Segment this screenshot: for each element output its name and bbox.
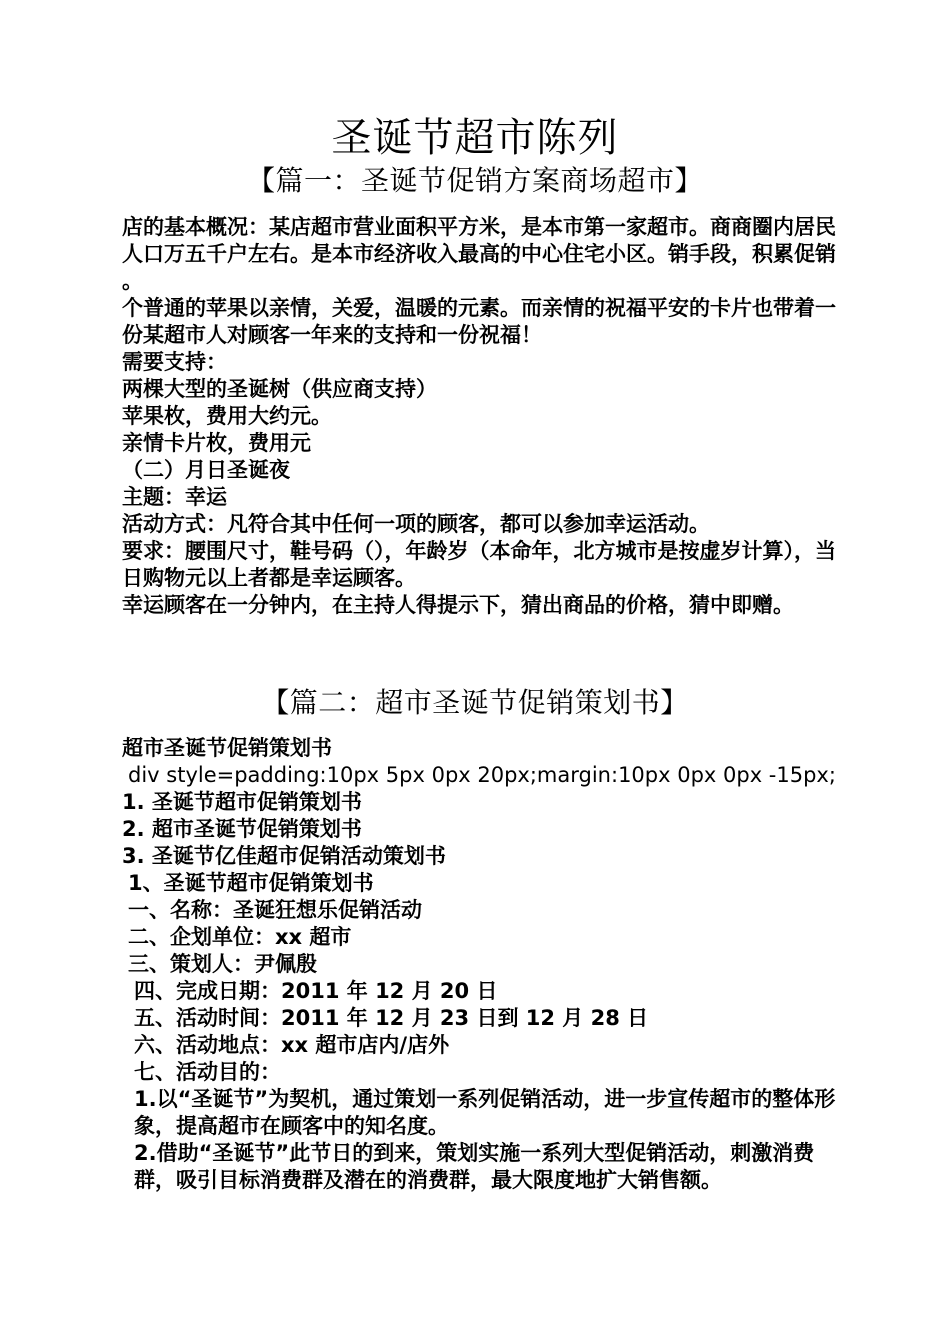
paragraph: 2.借助“圣诞节”此节日的到来，策划实施一系列大型促销活动，刺激消费群，吸引目标消费群及潜在的消费群，最大限度地扩大销售额。: [134, 1141, 815, 1192]
paragraph: 店的基本概况：某店超市营业面积平方米，是本市第一家超市。商商圈内居民人口万五千户左右。是本市经济收入最高的中心住宅小区。销手段，积累促销: [122, 215, 836, 266]
paragraph: 两棵大型的圣诞树（供应商支持）: [122, 377, 437, 401]
paragraph: 活动方式：凡符合其中任何一项的顾客，都可以参加幸运活动。: [122, 512, 710, 536]
paragraph: 超市圣诞节促销策划书: [122, 736, 332, 760]
paragraph: 七、活动目的：: [134, 1060, 281, 1084]
paragraph: 幸运顾客在一分钟内，在主持人得提示下，猜出商品的价格，猜中即赠。: [122, 593, 794, 617]
paragraph: div style=padding:10px 5px 0px 20px;margin:10px 0px 0px -15px;: [128, 763, 836, 787]
paragraph: （二）月日圣诞夜: [122, 458, 290, 482]
paragraph: 四、完成日期：2011 年 12 月 20 日: [134, 979, 498, 1003]
list-item: 1. 圣诞节超市促销策划书: [122, 790, 362, 814]
paragraph: 五、活动时间：2011 年 12 月 23 日到 12 月 28 日: [134, 1006, 649, 1030]
list-item: 2. 超市圣诞节促销策划书: [122, 817, 362, 841]
paragraph: 主题：幸运: [122, 485, 227, 509]
section-2-body: [116, 735, 846, 1194]
paragraph: 二、企划单位：xx 超市: [128, 925, 352, 949]
section-1-body: [116, 214, 846, 619]
paragraph: 个普通的苹果以亲情，关爱，温暖的元素。而亲情的祝福平安的卡片也带着一份某超市人对顾客一年来的支持和一份祝福！: [122, 296, 836, 347]
paragraph: 六、活动地点：xx 超市店内/店外: [134, 1033, 450, 1057]
paragraph: 一、名称：圣诞狂想乐促销活动: [128, 898, 422, 922]
paragraph: 苹果枚，费用大约元。: [122, 404, 332, 428]
section-2-heading: 【篇二：超市圣诞节促销策划书】: [261, 686, 689, 719]
paragraph: 要求：腰围尺寸，鞋号码（），年龄岁（本命年，北方城市是按虚岁计算），当日购物元以上者都是幸运顾客。: [122, 539, 836, 590]
paragraph: 亲情卡片枚，费用元: [122, 431, 311, 455]
section-1-heading: 【篇一：圣诞节促销方案商场超市】: [246, 164, 703, 197]
list-item: 3. 圣诞节亿佳超市促销活动策划书: [122, 844, 446, 868]
paragraph: 1.以“圣诞节”为契机，通过策划一系列促销活动，进一步宣传超市的整体形象，提高超市在顾客中的知名度。: [134, 1087, 836, 1138]
document-title: 圣诞节超市陈列: [331, 115, 619, 161]
paragraph: 需要支持：: [122, 350, 227, 374]
paragraph: 1、圣诞节超市促销策划书: [128, 871, 374, 895]
paragraph: 。: [122, 269, 143, 293]
paragraph: 三、策划人：尹佩殷: [128, 952, 317, 976]
